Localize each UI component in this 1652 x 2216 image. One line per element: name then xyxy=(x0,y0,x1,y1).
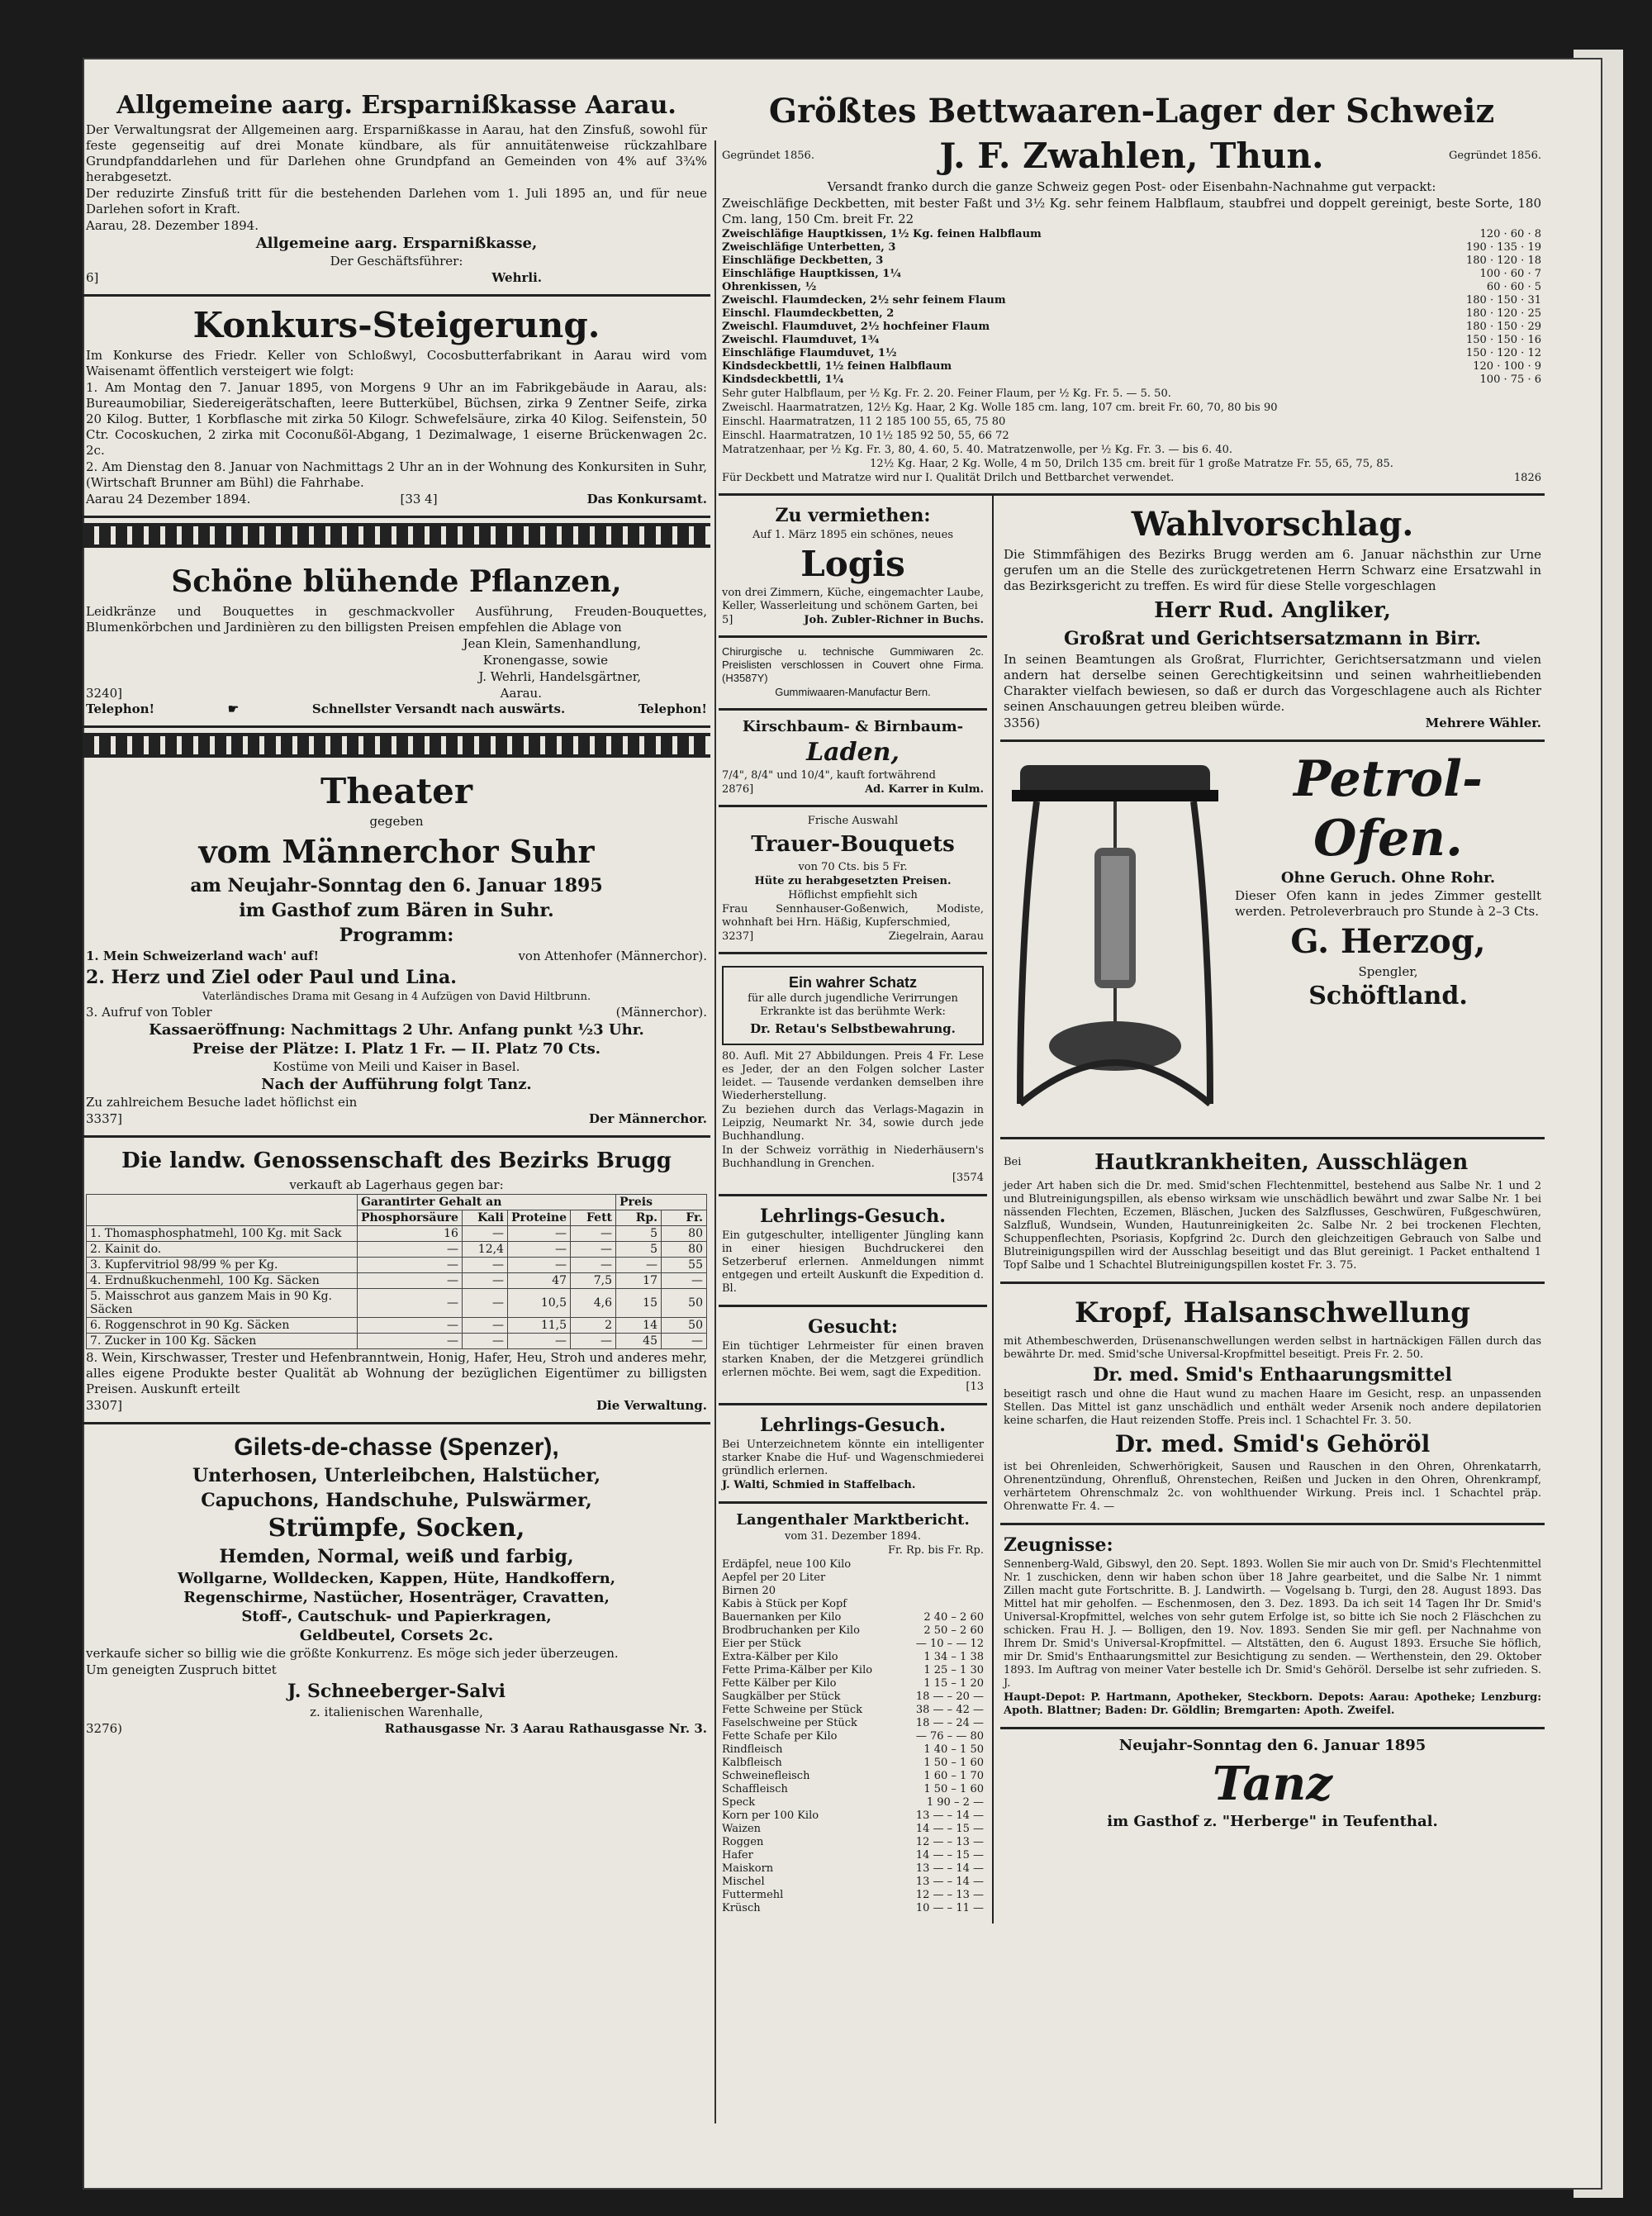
bett-name: J. F. Zwahlen, Thun. xyxy=(939,136,1324,176)
lehrling2-text: Bei Unterzeichnetem könnte ein intelligenter starker Knabe die Huf- und Wagenschmiederei gründlich erlernen. xyxy=(722,1438,984,1477)
markt-item-name: Eier per Stück xyxy=(722,1638,801,1650)
gummi-sig: Gummiwaaren-Manufactur Bern. xyxy=(775,686,931,698)
haut-title: Hautkrankheiten, Ausschlägen xyxy=(1094,1150,1469,1175)
schatz-text-3: Zu beziehen durch das Verlags-Magazin in Leipzig, Neumarkt Nr. 34, sowie durch jede Buchhandlung. xyxy=(722,1104,984,1143)
tanz-title: Tanz xyxy=(1212,1757,1333,1811)
markt-item-name: Schaffleisch xyxy=(722,1783,788,1795)
markt-item-price: 1 50 – 1 60 xyxy=(923,1757,984,1769)
theater-prog-1-by: von Attenhofer (Männerchor). xyxy=(518,949,707,963)
ad-zeugnisse xyxy=(1000,1525,1545,1729)
table-row xyxy=(722,1876,984,1889)
markt-item-price: 1 34 – 1 38 xyxy=(923,1651,984,1663)
theater-title: Theater xyxy=(320,771,472,811)
col-head: Phosphorsäure xyxy=(357,1210,462,1226)
hand-pointer-icon: ☛ xyxy=(227,701,240,716)
theater-given: gegeben xyxy=(369,814,424,829)
pflanzen-telephon-right: Telephon! xyxy=(638,701,707,716)
gilets-line-2: Capuchons, Handschuhe, Pulswärmer, xyxy=(201,1490,592,1511)
pflanzen-sig-3: J. Wehrli, Handelsgärtner, xyxy=(478,669,641,684)
gehoerol-text: ist bei Ohrenleiden, Schwerhörigkeit, Sausen und Rauschen in den Ohren, Ohrenkatarrh, Ohrenentzündung, Ohrenfluß, Ohrenstechen, Reißen und Jucken in den Ohren, Ohrenkrampf, verhärtetem Ohrenschmalz 2c. von wohlthuender Wirkung. Preis incl. 1 Schachtel präp. Ohrenwatte Fr. 4. — xyxy=(1004,1461,1541,1513)
bett-list xyxy=(722,228,1541,387)
markt-item-name: Roggen xyxy=(722,1836,764,1848)
logis-sig: Joh. Zubler-Richner in Buchs. xyxy=(804,614,984,626)
markt-item-price: 1 40 – 1 50 xyxy=(923,1743,984,1756)
theater-prog-3: 3. Aufruf von Tobler xyxy=(86,1005,212,1020)
pflanzen-text: Leidkränze und Bouquettes in geschmackvoller Ausführung, Freuden-Bouquettes, Blumenkörbchen und Jardinièren zu den billigsten Preisen empfehlen die Ablage von xyxy=(86,604,707,635)
markt-item-price: 38 — – 42 — xyxy=(915,1704,984,1716)
sparkasse-sig-1: Allgemeine aarg. Ersparnißkasse, xyxy=(255,235,538,252)
markt-item-price: — 10 – — 12 xyxy=(915,1638,984,1650)
gesucht-text: Ein tüchtiger Lehrmeister für einen braven starken Knaben, der die Metzgerei gründlich erlernen möchte. Bei wem, sagt die Expedition. xyxy=(722,1340,984,1379)
markt-item-name: Saugkälber per Stück xyxy=(722,1691,841,1703)
markt-header: Fr. Rp. bis Fr. Rp. xyxy=(887,1544,984,1557)
ad-pflanzen xyxy=(83,553,710,728)
table-row xyxy=(722,1664,984,1677)
markt-title: Langenthaler Marktbericht. xyxy=(736,1511,970,1529)
list-item: Zweischl. Flaumduvet, 1¾ 150 · 150 · 16 xyxy=(722,334,1541,346)
markt-item-price: 12 — – 13 — xyxy=(915,1889,984,1901)
ad-theater xyxy=(83,763,710,1138)
markt-item-price: 18 — – 20 — xyxy=(915,1691,984,1703)
table-row xyxy=(722,1770,984,1783)
table-row xyxy=(722,1836,984,1849)
markt-item-price: 13 — – 14 — xyxy=(915,1862,984,1875)
list-item: Einschläfige Hauptkissen, 1¼ 100 · 60 · 7 xyxy=(722,268,1541,280)
ad-petrol-ofen xyxy=(1000,742,1545,1139)
markt-item-name: Schweinefleisch xyxy=(722,1770,810,1782)
ofen-text: Dieser Ofen kann in jedes Zimmer gestellt werden. Petroleverbrauch pro Stunde à 2–3 Cts. xyxy=(1235,888,1541,919)
enthaarung-title: Dr. med. Smid's Enthaarungsmittel xyxy=(1093,1364,1452,1386)
markt-item-name: Futtermehl xyxy=(722,1889,784,1901)
table-row xyxy=(722,1651,984,1664)
zeugnisse-title: Zeugnisse: xyxy=(1004,1534,1113,1556)
gilets-line-4: Hemden, Normal, weiß und farbig, xyxy=(219,1546,574,1567)
sparkasse-ref: 6] xyxy=(86,270,99,285)
tanz-date: Neujahr-Sonntag den 6. Januar 1895 xyxy=(1118,1737,1427,1754)
ofen-name: G. Herzog, xyxy=(1290,922,1486,961)
ad-gilets xyxy=(83,1424,710,1745)
table-row xyxy=(722,1691,984,1704)
table-row xyxy=(722,1598,984,1611)
kropf-title: Kropf, Halsanschwellung xyxy=(1075,1296,1470,1329)
theater-prog-2: 2. Herz und Ziel oder Paul und Lina. xyxy=(86,967,457,988)
konkurs-intro: Im Konkurse des Friedr. Keller von Schloßwyl, Cocosbutterfabrikant in Aarau wird vom Waisenamt öffentlich versteigert wie folgt: xyxy=(86,348,707,378)
konkurs-date: Aarau 24 Dezember 1894. xyxy=(86,492,251,506)
ad-genossenschaft xyxy=(83,1138,710,1424)
bett-extra-2: Zweischl. Haarmatratzen, 12½ Kg. Haar, 2 Kg. Wolle 185 cm. lang, 107 cm. breit Fr. 60, 70, 80 bis 90 xyxy=(722,402,1278,414)
markt-item-price: 14 — – 15 — xyxy=(915,1849,984,1862)
ofen-job: Spengler, xyxy=(1358,964,1418,979)
sparkasse-text-1: Der Verwaltungsrat der Allgemeinen aarg. Ersparnißkasse in Aarau, hat den Zinsfuß, sowohl für feste gegenseitig auf drei Monate kündbare, als für annuitätenweise rückzahlbare Grundpfanddarlehen und für Darlehen ohne Grundpfand an Gemeinden von 4% auf 3¾% herabgesetzt. xyxy=(86,122,707,184)
ad-trauer xyxy=(719,807,987,954)
table-row xyxy=(722,1902,984,1915)
markt-item-name: Mischel xyxy=(722,1876,765,1888)
table-row: 2. Kainit do. — 12,4 — — 5 80 xyxy=(87,1242,707,1258)
laden-sig: Ad. Karrer in Kulm. xyxy=(865,783,984,796)
gilets-line-5: Wollgarne, Wolldecken, Kappen, Hüte, Handkoffern, xyxy=(177,1570,616,1587)
markt-item-price: 12 — – 13 — xyxy=(915,1836,984,1848)
markt-item-name: Fette Schweine per Stück xyxy=(722,1704,863,1716)
markt-item-name: Faselschweine per Stück xyxy=(722,1717,857,1729)
wahl-name: Herr Rud. Angliker, xyxy=(1154,598,1391,623)
markt-item-name: Maiskorn xyxy=(722,1862,774,1875)
zeugnisse-depots: Haupt-Depot: P. Hartmann, Apotheker, Steckborn. Depots: Aarau: Apotheke; Lenzburg: Apoth. Blattner; Baden: Dr. Göldlin; Bremgarten: Apoth. Zweifel. xyxy=(1004,1691,1541,1717)
table-row: 3. Kupfervitriol 98/99 % per Kg. — — — — — 55 xyxy=(87,1258,707,1273)
theater-invite: Zu zahlreichem Besuche ladet höflichst ein xyxy=(86,1095,358,1110)
bett-first: Zweischläfige Deckbetten, mit bester Faßt und 3½ Kg. sehr feinem Halbflaum, staubfrei und doppelt gereinigt, beste Sorte, 180 Cm. lang, 150 Cm. breit Fr. 22 xyxy=(722,196,1541,226)
list-item: Zweischläfige Hauptkissen, 1½ Kg. feinen Halbflaum 120 · 60 · 8 xyxy=(722,228,1541,240)
sparkasse-text-2: Der reduzirte Zinsfuß tritt für die bestehenden Darlehen vom 1. Juli 1895 an, und für neue Darlehen sofort in Kraft. xyxy=(86,186,707,216)
logis-sub: Auf 1. März 1895 ein schönes, neues xyxy=(752,529,954,541)
markt-item-name: Krüsch xyxy=(722,1902,761,1914)
sparkasse-sig-3: Wehrli. xyxy=(491,270,542,285)
sparkasse-date: Aarau, 28. Dezember 1894. xyxy=(86,218,259,233)
sparkasse-title: Allgemeine aarg. Ersparnißkasse Aarau. xyxy=(116,91,676,120)
table-row xyxy=(722,1809,984,1823)
petrol-stove-illustration xyxy=(1004,749,1227,1129)
theater-prog-3-by: (Männerchor). xyxy=(615,1005,707,1020)
schatz-ref: [3574 xyxy=(952,1172,984,1184)
wahl-text-2: In seinen Beamtungen als Großrat, Flurrichter, Gerichtsersatzmann und vielen andern hat derselbe seinen Gerechtigkeitsinn und seinen wahrheitliebenden Charakter vielfach bewiesen, so daß er durch das Vorgeschlagene auch als Richter seinen Anschauungen getreu bleiben würde. xyxy=(1004,652,1541,714)
markt-item-name: Fette Kälber per Kilo xyxy=(722,1677,837,1690)
trauer-line-3: Höflichst empfiehlt sich xyxy=(788,889,918,901)
theater-sig: Der Männerchor. xyxy=(588,1111,707,1126)
theater-kassa: Kassaeröffnung: Nachmittags 2 Uhr. Anfang punkt ½3 Uhr. xyxy=(149,1021,644,1039)
ofen-text-block xyxy=(1235,749,1541,1129)
enthaarung-text: beseitigt rasch und ohne die Haut wund zu machen Haare im Gesicht, resp. an unpassenden Stellen. Das Mittel ist ganz unschädlich und enthält weder Arsenik noch andere depilatorien keine scharfen, die Haut reizenden Stoffe. Preis incl. 1 Schachtel Fr. 3. 50. xyxy=(1004,1388,1541,1427)
table-row xyxy=(722,1624,984,1638)
laden-text: 7/4", 8/4" und 10/4", kauft fortwährend xyxy=(722,769,936,782)
markt-date: vom 31. Dezember 1894. xyxy=(784,1530,921,1543)
gesucht-title: Gesucht: xyxy=(808,1316,898,1338)
wide-subcolumn xyxy=(994,496,1545,1924)
markt-item-price: 2 50 – 2 60 xyxy=(923,1624,984,1637)
theater-by: vom Männerchor Suhr xyxy=(198,833,595,870)
table-row xyxy=(722,1730,984,1743)
list-item: Zweischläfige Unterbetten, 3 190 · 135 · 19 xyxy=(722,241,1541,254)
gilets-title: Gilets-de-chasse (Spenzer), xyxy=(234,1434,559,1461)
table-row: 5. Maisschrot aus ganzem Mais in 90 Kg. Säcken — — 10,5 4,6 15 50 xyxy=(87,1289,707,1318)
lehrling2-title: Lehrlings-Gesuch. xyxy=(760,1415,946,1436)
bett-title: Größtes Bettwaaren-Lager der Schweiz xyxy=(768,92,1495,131)
list-item: Zweischl. Flaumduvet, 2½ hochfeiner Flaum 180 · 150 · 29 xyxy=(722,321,1541,333)
gilets-line-1: Unterhosen, Unterleibchen, Halstücher, xyxy=(192,1465,601,1486)
wahl-text-1: Die Stimmfähigen des Bezirks Brugg werden am 6. Januar nächsthin zur Urne gerufen um an die Stelle des zurückgetretenen Herrn Schwarz eine Ersatzwahl in das Bezirksgericht zu treffen. Es wird für diese Stelle vorgeschlagen xyxy=(1004,547,1541,593)
ofen-place: Schöftland. xyxy=(1308,982,1468,1011)
theater-prog-2-desc: Vaterländisches Drama mit Gesang in 4 Aufzügen von David Hiltbrunn. xyxy=(202,991,591,1003)
gilets-line-8: Geldbeutel, Corsets 2c. xyxy=(299,1627,494,1644)
wahl-sig: Mehrere Wähler. xyxy=(1425,716,1541,730)
ad-tanz xyxy=(1000,1729,1545,1840)
gummi-text: Chirurgische u. technische Gummiwaren 2c. Preislisten verschlossen in Couvert ohne Firma. (H3587Y) xyxy=(722,645,984,684)
markt-item-price: 13 — – 14 — xyxy=(915,1809,984,1822)
table-row xyxy=(722,1611,984,1624)
theater-kostume: Kostüme von Meili und Kaiser in Basel. xyxy=(273,1059,520,1074)
ofen-sub: Ohne Geruch. Ohne Rohr. xyxy=(1280,869,1496,887)
haut-bei: Bei xyxy=(1004,1156,1022,1168)
markt-item-price: 14 — – 15 — xyxy=(915,1823,984,1835)
trauer-title: Trauer-Bouquets xyxy=(751,832,955,857)
markt-item-name: Fette Schafe per Kilo xyxy=(722,1730,838,1743)
list-item: Einschläfige Deckbetten, 3 180 · 120 · 18 xyxy=(722,254,1541,267)
gesucht-ref: [13 xyxy=(966,1381,984,1393)
lehrling1-text: Ein gutgeschulter, intelligenter Jüngling kann in einer hiesigen Buchdruckerei den Setzerberuf erlernen. Anmeldungen nimmt entgegen und erteilt Auskunft die Expedition d. Bl. xyxy=(722,1229,984,1295)
pflanzen-sig-1: Jean Klein, Samenhandlung, xyxy=(463,636,641,651)
pflanzen-ref: 3240] xyxy=(86,686,123,701)
markt-item-name: Brodbruchanken per Kilo xyxy=(722,1624,860,1637)
table-row xyxy=(722,1889,984,1902)
kropf-text: mit Athembeschwerden, Drüsenanschwellungen werden selbst in hartnäckigen Fällen durch das bewährte Dr. med. Smid'sche Universal-Kropfmittel beseitigt. Preis Fr. 2. 50. xyxy=(1004,1335,1541,1361)
lehrling2-sig: J. Walti, Schmied in Staffelbach. xyxy=(722,1479,916,1491)
ad-marktbericht xyxy=(719,1504,987,1924)
col-head: Kali xyxy=(462,1210,507,1226)
table-row xyxy=(722,1743,984,1757)
ornament-divider xyxy=(83,523,710,548)
bett-extra-4: Einschl. Haarmatratzen, 10 1½ 185 92 50, 55, 66 72 xyxy=(722,430,1009,442)
table-row: 7. Zucker in 100 Kg. Säcken — — — — 45 — xyxy=(87,1334,707,1349)
markt-item-name: Bauernanken per Kilo xyxy=(722,1611,842,1624)
trauer-line-4: Frau Sennhauser-Goßenwich, Modiste, wohnhaft bei Hrn. Häßig, Kupferschmied, xyxy=(722,903,984,929)
theater-program-head: Programm: xyxy=(339,925,454,946)
table-row xyxy=(722,1783,984,1796)
genossenschaft-item-8: 8. Wein, Kirschwasser, Trester und Hefenbranntwein, Honig, Hafer, Heu, Stroh und anderes mehr, alles eigene Produkte bester Qualität ab Wohnung der bezüglichen Eigentümer zu billigsten Preisen. Auskunft erteilt xyxy=(86,1350,707,1396)
genossenschaft-sub: verkauft ab Lagerhaus gegen bar: xyxy=(289,1177,504,1192)
table-row xyxy=(722,1717,984,1730)
list-item: Kindsdeckbettli, 1½ feinen Halbflaum 120 · 100 · 9 xyxy=(722,360,1541,373)
ad-bettwaaren xyxy=(719,83,1545,496)
bett-extra-1: Sehr guter Halbflaum, per ½ Kg. Fr. 2. 20. Feiner Flaum, per ½ Kg. Fr. 5. — 5. 50. xyxy=(722,388,1171,400)
genossenschaft-table xyxy=(86,1194,707,1349)
markt-item-price: 10 — – 11 — xyxy=(915,1902,984,1914)
laden-head: Kirschbaum- & Birnbaum- xyxy=(742,718,964,735)
laden-ref: 2876] xyxy=(722,783,754,796)
markt-item-price: 1 50 – 1 60 xyxy=(923,1783,984,1795)
markt-item-name: Hafer xyxy=(722,1849,753,1862)
gilets-text: verkaufe sicher so billig wie die größte Konkurrenz. Es möge sich jeder überzeugen. xyxy=(86,1646,619,1661)
theater-ref: 3337] xyxy=(86,1111,123,1126)
table-row xyxy=(722,1849,984,1862)
theater-preise: Preise der Plätze: I. Platz 1 Fr. — II. Platz 70 Cts. xyxy=(192,1040,601,1058)
col-head: Fr. xyxy=(662,1210,707,1226)
column-rule xyxy=(714,140,716,2123)
ad-lehrling-1 xyxy=(719,1196,987,1307)
ofen-title-2: Ofen. xyxy=(1313,810,1463,868)
logis-head: Zu vermiethen: xyxy=(775,505,931,526)
gilets-ref: 3276) xyxy=(86,1721,123,1736)
schatz-text-1: für alle durch jugendliche Verirrungen Erkrankte ist das berühmte Werk: xyxy=(748,992,958,1018)
table-row: 4. Erdnußkuchenmehl, 100 Kg. Säcken — — 47 7,5 17 — xyxy=(87,1273,707,1289)
table-row xyxy=(722,1862,984,1876)
bett-versand: Versandt franko durch die ganze Schweiz gegen Post- oder Eisenbahn-Nachnahme gut verpackt: xyxy=(827,179,1436,194)
ad-laden xyxy=(719,711,987,807)
bett-extra-5: Matratzenhaar, per ½ Kg. Fr. 3, 80, 4. 60, 5. 40. Matratzenwolle, per ½ Kg. Fr. 3. — bis 6. 40. xyxy=(722,444,1233,456)
bett-extra-3: Einschl. Haarmatratzen, 11 2 185 100 55, 65, 75 80 xyxy=(722,416,1006,428)
markt-item-name: Birnen 20 xyxy=(722,1585,776,1597)
bett-extra-6: 12½ Kg. Haar, 2 Kg. Wolle, 4 m 50, Drilch 135 cm. breit für 1 große Matratze Fr. 55, 65, 75, 85. xyxy=(870,458,1393,470)
gilets-text-2: Um geneigten Zuspruch bittet xyxy=(86,1662,277,1677)
konkurs-sig: Das Konkursamt. xyxy=(586,492,707,506)
ornament-divider-2 xyxy=(83,733,710,758)
markt-item-price: 18 — – 24 — xyxy=(915,1717,984,1729)
markt-item-name: Speck xyxy=(722,1796,756,1809)
ad-schatz xyxy=(719,954,987,1196)
markt-item-name: Erdäpfel, neue 100 Kilo xyxy=(722,1558,852,1571)
konkurs-item-1: 1. Am Montag den 7. Januar 1895, von Morgens 9 Uhr an im Fabrikgebäude in Aarau, als: Bureaumobiliar, Siedereigerätschaften, leere Butterkübel, Büchsen, zirka 9 Zentner Seife, zirka 20 Kilog. Butter, 1 Korbflasche mit zirka 50 Kilogr. Schwefelsäure, zirka 40 Kilog. Seifenstein, 50 Ctr. Cocoskuchen, 2 zirka mit Coconußöl-Abgang, 1 Dezimalwage, 1 eiserne Brückenwagen 2c. 2c. xyxy=(86,380,707,458)
tanz-place: im Gasthof z. "Herberge" in Teufenthal. xyxy=(1107,1813,1438,1830)
theater-tanz: Nach der Aufführung folgt Tanz. xyxy=(261,1076,532,1093)
table-row xyxy=(722,1638,984,1651)
theater-place: im Gasthof zum Bären in Suhr. xyxy=(239,900,554,921)
logis-title: Logis xyxy=(800,544,905,584)
markt-item-price: 1 15 – 1 20 xyxy=(923,1677,984,1690)
theater-prog-1: 1. Mein Schweizerland wach' auf! xyxy=(86,949,320,963)
pflanzen-sig-4: Aarau. xyxy=(500,686,542,701)
schatz-book: Dr. Retau's Selbstbewahrung. xyxy=(750,1021,956,1036)
logis-text: von drei Zimmern, Küche, eingemachter Laube, Keller, Wasserleitung und schönem Garten, bei xyxy=(722,587,984,612)
bett-extra-7: Für Deckbett und Matratze wird nur I. Qualität Drilch und Bettbarchet verwendet. xyxy=(722,472,1175,484)
markt-item-name: Waizen xyxy=(722,1823,762,1835)
markt-list xyxy=(722,1558,984,1915)
trauer-line-1: von 70 Cts. bis 5 Fr. xyxy=(798,861,908,873)
list-item: Einschläfige Flaumduvet, 1½ 150 · 120 · 12 xyxy=(722,347,1541,359)
trauer-line-2: Hüte zu herabgesetzten Preisen. xyxy=(754,875,952,887)
ad-wahlvorschlag xyxy=(1000,496,1545,742)
table-row: 1. Thomasphosphatmehl, 100 Kg. mit Sack 16 — — — 5 80 xyxy=(87,1226,707,1242)
list-item: Ohrenkissen, ½ 60 · 60 · 5 xyxy=(722,281,1541,293)
gilets-shop: z. italienischen Warenhalle, xyxy=(310,1705,483,1719)
wahl-role: Großrat und Gerichtsersatzmann in Birr. xyxy=(1064,628,1481,649)
schatz-box xyxy=(722,966,984,1045)
trauer-line-5: Ziegelrain, Aarau xyxy=(888,930,984,943)
table-row xyxy=(722,1677,984,1691)
genossenschaft-ref: 3307] xyxy=(86,1398,123,1413)
gilets-line-6: Regenschirme, Nastücher, Hosenträger, Cravatten, xyxy=(183,1589,610,1606)
ad-konkurs xyxy=(83,297,710,518)
markt-item-name: Kalbfleisch xyxy=(722,1757,782,1769)
pflanzen-sig-2: Kronengasse, sowie xyxy=(482,653,608,668)
konkurs-ref: [33 4] xyxy=(400,492,438,506)
konkurs-item-2: 2. Am Dienstag den 8. Januar von Nachmittags 2 Uhr an in der Wohnung des Konkursiten in Suhr, (Wirtschaft Brunner am Bühl) die Fahrhabe. xyxy=(86,459,707,490)
table-row xyxy=(722,1585,984,1598)
table-row xyxy=(722,1704,984,1717)
markt-item-name: Extra-Kälber per Kilo xyxy=(722,1651,838,1663)
table-row: 6. Roggenschrot in 90 Kg. Säcken — — 11,5 2 14 50 xyxy=(87,1318,707,1334)
wahl-ref: 3356) xyxy=(1004,716,1041,730)
markt-item-price: 13 — – 14 — xyxy=(915,1876,984,1888)
right-column xyxy=(719,83,1545,1924)
gilets-line-3: Strümpfe, Socken, xyxy=(268,1514,525,1543)
ofen-title-1: Petrol- xyxy=(1294,750,1483,808)
left-column xyxy=(83,83,710,1745)
markt-item-name: Rindfleisch xyxy=(722,1743,783,1756)
table-row xyxy=(722,1823,984,1836)
pflanzen-title: Schöne blühende Pflanzen, xyxy=(171,564,622,599)
ad-hautkrankheiten xyxy=(1000,1139,1545,1284)
table-row xyxy=(722,1572,984,1585)
logis-ref: 5] xyxy=(722,614,733,626)
markt-item-name: Kabis à Stück per Kopf xyxy=(722,1598,847,1610)
gilets-line-7: Stoff-, Cautschuk- und Papierkragen, xyxy=(241,1608,552,1625)
lehrling1-title: Lehrlings-Gesuch. xyxy=(760,1205,946,1227)
markt-item-price: 1 60 – 1 70 xyxy=(923,1770,984,1782)
ad-gesucht xyxy=(719,1307,987,1405)
list-item: Kindsdeckbettli, 1¼ 100 · 75 · 6 xyxy=(722,373,1541,386)
gilets-addr: Rathausgasse Nr. 3 Aarau Rathausgasse Nr. 3. xyxy=(384,1721,707,1736)
bett-founded-right: Gegründet 1856. xyxy=(1449,150,1541,162)
haut-text: jeder Art haben sich die Dr. med. Smid'schen Flechtenmittel, bestehend aus Salbe Nr. 1 und 2 und Blutreinigungspillen, als ebenso wirksam wie unschädlich bewährt und zwar Salbe Nr. 1 bei nässenden Flechten, Eczemen, Bläschen, Jucken des Salzflusses, Geschwüren, Fußgeschwüren, Salzfluß, Wundsein, Wunden, Hautunreinigkeiten 2c. Salbe Nr. 2 bei trockenen Flechten, Schuppenflechten, Psoriasis, Kopfgrind 2c. Durch den gleichzeitigen Gebrauch von Salbe und Blutreinigungspillen wird der Ausschlag beseitigt und das Blut gereinigt. 1 Packet enthaltend 1 Topf Salbe und 1 Schachtel Blutreinigungspillen kostet Fr. 3. 75. xyxy=(1004,1180,1541,1272)
ad-logis xyxy=(719,496,987,638)
gehoerol-title: Dr. med. Smid's Gehöröl xyxy=(1114,1430,1431,1458)
genossenschaft-title: Die landw. Genossenschaft des Bezirks Brugg xyxy=(121,1148,672,1173)
table-head-preis: Preis xyxy=(616,1195,707,1210)
schatz-text-4: In der Schweiz vorräthig in Niederhäusern's Buchhandlung in Grenchen. xyxy=(722,1144,984,1170)
col-head: Rp. xyxy=(616,1210,662,1226)
markt-item-price: 1 90 – 2 — xyxy=(926,1796,984,1809)
trauer-ref: 3237] xyxy=(722,930,754,943)
ad-gummi xyxy=(719,638,987,711)
laden-title: Laden, xyxy=(806,738,900,767)
wahl-title: Wahlvorschlag. xyxy=(1131,505,1414,544)
sparkasse-sig-2: Der Geschäftsführer: xyxy=(330,254,463,269)
konkurs-title: Konkurs-Steigerung. xyxy=(192,305,601,345)
schatz-text-2: 80. Aufl. Mit 27 Abbildungen. Preis 4 Fr. Lese es Jeder, der an den Folgen solcher Laster leidet. — Tausende verdanken demselben ihre Wiederherstellung. xyxy=(722,1050,984,1102)
col-head: Proteine xyxy=(507,1210,570,1226)
list-item: Einschl. Flaumdeckbetten, 2 180 · 120 · 25 xyxy=(722,307,1541,320)
narrow-subcolumn xyxy=(719,496,994,1924)
gilets-name: J. Schneeberger-Salvi xyxy=(287,1681,506,1702)
markt-item-name: Fette Prima-Kälber per Kilo xyxy=(722,1664,873,1676)
schatz-title: Ein wahrer Schatz xyxy=(788,974,918,991)
ad-kropf xyxy=(1000,1284,1545,1525)
zeugnisse-text: Sennenberg-Wald, Gibswyl, den 20. Sept. 1893. Wollen Sie mir auch von Dr. Smid's Flechtenmittel Nr. 1 zuschicken, denn wir haben schon über 18 Jahre gearbeitet, und die Salbe Nr. 1 nimmt Zillen macht gute Fortschritte. B. J. Landwirth. — Vogelsang b. Turgi, den 28. August 1893. Das Mittel hat mir geholfen. — Eschenmosen, den 3. Dez. 1893. Da ich seit 14 Tagen Ihr Dr. Smid's Universal-Kropfmittel, welches von sehr gutem Erfolge ist, so bitte ich Sie noch 2 Fläschchen zu schicken. Frau H. J. — Bolligen, den 19. Nov. 1893. Senden Sie mir gefl. per Nachnahme von Ihrem Dr. Smid's Universal-Kropfmittel. — Altstätten, den 6. August 1893. Ersuche Sie höflich, mir Dr. Smid's Enthaarungsmittel zur Besichtigung zu senden. — Werthenstein, den 29. Oktober 1893. Im Auftrag von meiner Vater bestelle ich Dr. Smid's Gehöröl. Derselbe ist sehr zufrieden. S. J. xyxy=(1004,1558,1541,1690)
col-head: Fett xyxy=(571,1210,616,1226)
markt-item-name: Korn per 100 Kilo xyxy=(722,1809,819,1822)
markt-item-price: — 76 – — 80 xyxy=(915,1730,984,1743)
genossenschaft-sig: Die Verwaltung. xyxy=(596,1398,707,1413)
theater-date: am Neujahr-Sonntag den 6. Januar 1895 xyxy=(190,875,603,896)
markt-item-price: 2 40 – 2 60 xyxy=(923,1611,984,1624)
markt-item-name: Aepfel per 20 Liter xyxy=(722,1572,826,1584)
bett-founded-left: Gegründet 1856. xyxy=(722,150,814,162)
trauer-sub: Frische Auswahl xyxy=(807,815,899,827)
table-row xyxy=(722,1796,984,1809)
markt-item-price: 1 25 – 1 30 xyxy=(923,1664,984,1676)
pflanzen-versand: Schnellster Versandt nach auswärts. xyxy=(311,701,566,716)
ad-lehrling-2 xyxy=(719,1405,987,1504)
list-item: Zweischl. Flaumdecken, 2½ sehr feinem Flaum 180 · 150 · 31 xyxy=(722,294,1541,307)
table-row xyxy=(722,1757,984,1770)
ad-sparkasse xyxy=(83,83,710,297)
table-head-gehalt: Garantirter Gehalt an xyxy=(357,1195,615,1210)
bett-ref: 1826 xyxy=(1513,472,1541,484)
pflanzen-telephon-left: Telephon! xyxy=(86,701,155,716)
table-row xyxy=(722,1558,984,1572)
right-subcolumns xyxy=(719,496,1545,1924)
